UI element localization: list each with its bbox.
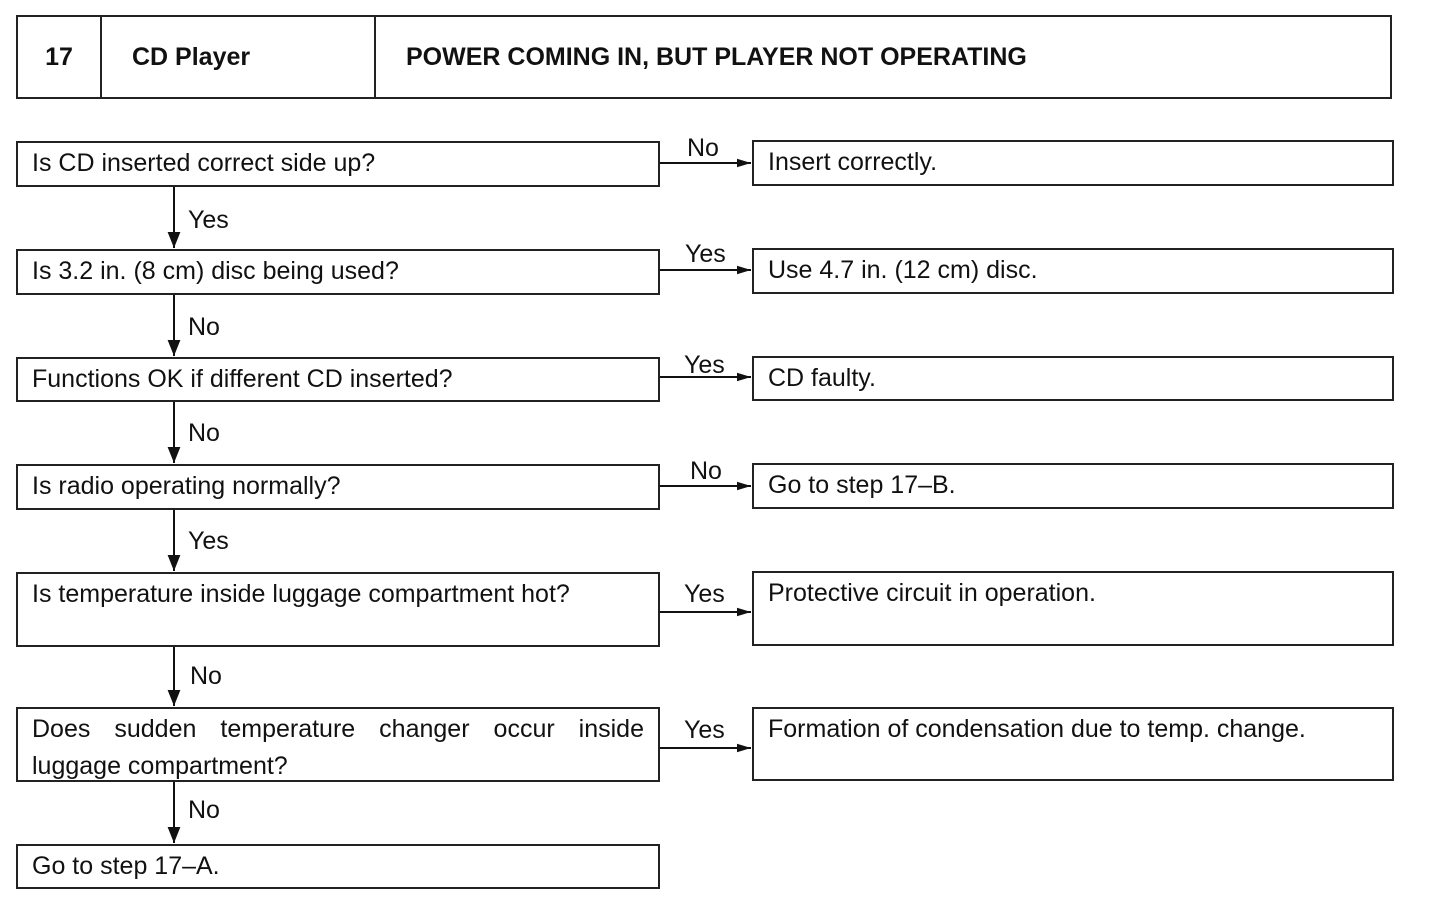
result-box-4: Go to step 17–B. xyxy=(752,463,1394,509)
result-box-1: Insert correctly. xyxy=(752,140,1394,186)
final-step-box: Go to step 17–A. xyxy=(16,844,660,889)
question-box-4: Is radio operating normally? xyxy=(16,464,660,510)
step-number: 17 xyxy=(18,17,102,97)
next-label-6: No xyxy=(188,796,220,824)
system-name: CD Player xyxy=(102,17,376,97)
symptom-title: POWER COMING IN, BUT PLAYER NOT OPERATING xyxy=(406,42,1027,71)
branch-label-3: Yes xyxy=(684,351,725,379)
result-box-3: CD faulty. xyxy=(752,356,1394,401)
procedure-header xyxy=(16,15,1392,99)
question-box-3: Functions OK if different CD inserted? xyxy=(16,357,660,402)
branch-label-5: Yes xyxy=(684,580,725,608)
branch-label-4: No xyxy=(690,457,722,485)
result-box-5: Protective circuit in operation. xyxy=(752,571,1394,646)
result-box-6: Formation of condensation due to temp. change. xyxy=(752,707,1394,781)
branch-label-1: No xyxy=(687,134,719,162)
question-box-5: Is temperature inside luggage compartment hot? xyxy=(16,572,660,647)
question-box-1: Is CD inserted correct side up? xyxy=(16,141,660,187)
question-box-2: Is 3.2 in. (8 cm) disc being used? xyxy=(16,249,660,295)
next-label-4: Yes xyxy=(188,527,229,555)
result-box-2: Use 4.7 in. (12 cm) disc. xyxy=(752,248,1394,294)
next-label-3: No xyxy=(188,419,220,447)
next-label-1: Yes xyxy=(188,206,229,234)
next-label-5: No xyxy=(190,662,222,690)
question-box-6: Does sudden temperature changer occur inside luggage compartment? xyxy=(16,707,660,782)
next-label-2: No xyxy=(188,313,220,341)
branch-label-2: Yes xyxy=(685,240,726,268)
branch-label-6: Yes xyxy=(684,716,725,744)
